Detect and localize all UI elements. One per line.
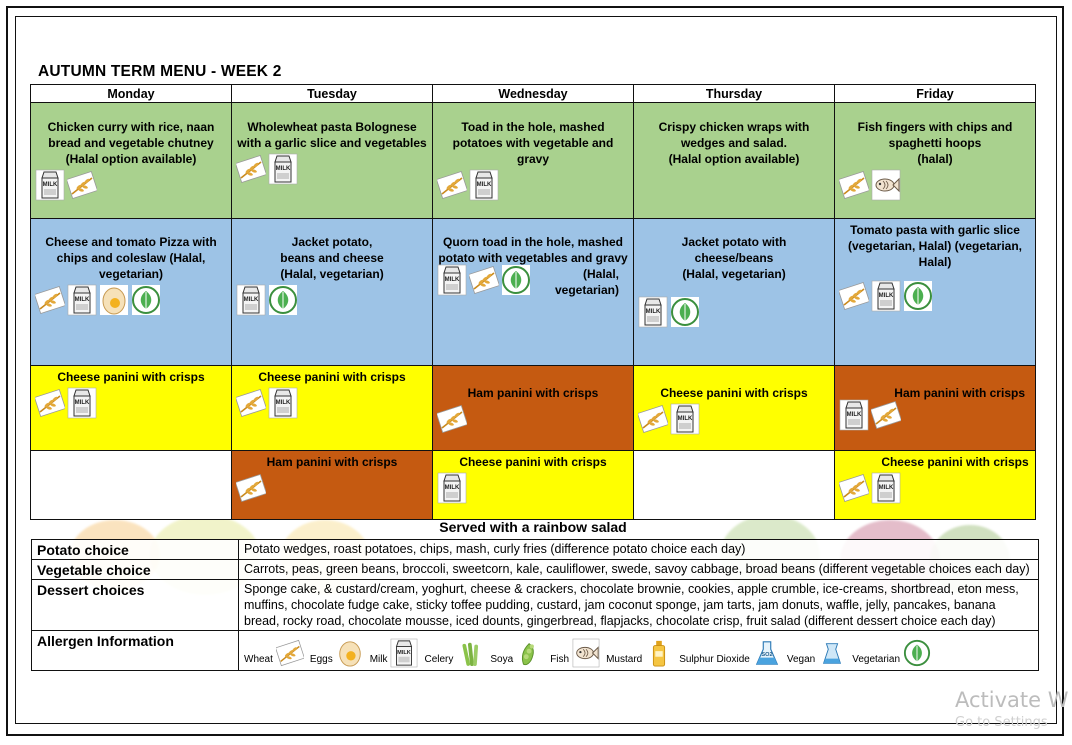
info-label: Potato choice: [32, 540, 239, 560]
activation-watermark-sub: Go to Settings: [955, 715, 1048, 730]
wheat-icon: [236, 472, 266, 504]
allergen-legend-item: [852, 638, 931, 668]
allergen-legend-item: [310, 638, 364, 668]
day-header-thursday: Thursday: [634, 85, 835, 103]
menu-cell: [232, 366, 433, 451]
milk-icon: [670, 403, 700, 435]
info-label: Vegetable choice: [32, 560, 239, 580]
vegetarian-icon: [501, 264, 531, 296]
wheat-icon: [469, 264, 499, 296]
allergen-icons: [236, 153, 428, 185]
allergen-legend-item: [550, 638, 600, 668]
milk-icon: [871, 280, 901, 312]
menu-cell: [634, 103, 835, 219]
allergen-icons: [839, 399, 1031, 431]
wheat-icon: [839, 280, 869, 312]
info-row-allergen: [32, 631, 1039, 671]
dish-text: Chicken curry with rice, naan bread and vegetable chutney (Halal option available): [47, 120, 215, 166]
allergen-legend-item: [606, 638, 673, 668]
allergen-legend-item: [244, 638, 304, 668]
vegetarian-icon: [670, 296, 700, 328]
allergen-legend-label: Mustard: [606, 654, 643, 665]
wheat-icon: [839, 169, 869, 201]
svg-text:MILK: MILK: [243, 297, 259, 303]
info-row-dessert: [32, 580, 1039, 631]
menu-cell: [835, 451, 1036, 520]
allergen-legend-label: Soya: [490, 654, 514, 665]
fish-icon: [871, 169, 901, 201]
wheat-icon: [839, 472, 869, 504]
milk-icon: [236, 284, 266, 316]
svg-text:MILK: MILK: [74, 400, 90, 406]
wheat-icon: [67, 169, 97, 201]
allergen-legend-label: Milk: [369, 654, 388, 665]
wheat-icon: [276, 638, 304, 668]
allergen-icons: [35, 169, 227, 201]
svg-text:MILK: MILK: [444, 485, 460, 491]
svg-text:MILK: MILK: [42, 182, 58, 188]
allergen-icons: [839, 280, 1031, 312]
allergen-legend-label: Fish: [550, 654, 570, 665]
milk-icon: [437, 472, 467, 504]
dish-text: Jacket potato, beans and cheese (Halal, vegetarian): [280, 235, 384, 281]
day-header-monday: Monday: [31, 85, 232, 103]
allergen-legend-label: Wheat: [244, 654, 273, 665]
dish-text-note: (Halal, vegetarian): [554, 267, 619, 297]
svg-text:MILK: MILK: [444, 277, 460, 283]
choices-table: [31, 539, 1039, 671]
svg-text:MILK: MILK: [677, 416, 693, 422]
dish-text: Cheese panini with crisps: [459, 455, 607, 469]
sulphur-icon: [753, 638, 781, 668]
soya-icon: [516, 638, 544, 668]
menu-cell-empty: [634, 451, 835, 520]
dish-text: Quorn toad in the hole, mashed potato with vegetables and gravy: [438, 235, 628, 265]
menu-cell: [634, 219, 835, 366]
milk-icon: [871, 472, 901, 504]
vegan-icon: [818, 638, 846, 668]
rainbow-salad-note: Served with a rainbow salad: [439, 519, 627, 535]
allergen-icons: [638, 403, 830, 435]
menu-cell: [634, 366, 835, 451]
allergen-icons: [35, 387, 227, 419]
milk-icon: [638, 296, 668, 328]
info-value: Potato wedges, roast potatoes, chips, mash, curly fries (difference potato choice each day): [239, 540, 1039, 560]
milk-icon: [437, 264, 467, 296]
dish-text: Cheese panini with crisps: [258, 370, 406, 384]
allergen-icons: [839, 472, 1031, 504]
dish-text: Wholewheat pasta Bolognese with a garlic slice and vegetables: [237, 120, 427, 150]
svg-text:MILK: MILK: [275, 166, 291, 172]
allergen-icons: [35, 284, 227, 316]
allergen-legend-item: [370, 638, 419, 668]
wheat-icon: [437, 403, 467, 435]
allergen-icons: [236, 387, 428, 419]
milk-icon: [390, 638, 418, 668]
wheat-icon: [437, 169, 467, 201]
svg-text:MILK: MILK: [878, 293, 894, 299]
menu-cell: [232, 219, 433, 366]
allergen-icons: [437, 169, 629, 201]
dish-text: Fish fingers with chips and spaghetti hoops (halal): [857, 120, 1013, 166]
menu-cell: [433, 219, 634, 366]
allergen-legend-item: [679, 638, 781, 668]
svg-text:MILK: MILK: [846, 412, 862, 418]
dish-text: Cheese panini with crisps: [57, 370, 205, 384]
allergen-icons: [638, 296, 830, 328]
menu-cell: [232, 103, 433, 219]
allergen-legend-label: Eggs: [309, 654, 333, 665]
menu-cell: [835, 103, 1036, 219]
svg-text:SO2: SO2: [761, 651, 773, 658]
milk-icon: [268, 387, 298, 419]
day-header-tuesday: Tuesday: [232, 85, 433, 103]
info-value: Sponge cake, & custard/cream, yoghurt, cheese & crackers, chocolate brownie, cookies, apple crumble, ice-creams, shortbread, eton mess, muffins, chocolate fudge cake, sticky toffee pudding, custard, jam coconut sponge, jam tarts, jam donuts, waffle, jelly, pancakes, banana bread, rocky road, chocolate mousse, iced dounts, gingerbread, flapjacks, chocolate crisp, fruit salad (different dessert choice each day): [239, 580, 1039, 631]
menu-cell-empty: [31, 451, 232, 520]
wheat-icon: [35, 284, 65, 316]
allergen-legend-list: [244, 632, 1033, 668]
allergen-icons: [437, 472, 629, 504]
dish-text: Ham panini with crisps: [266, 455, 398, 469]
allergen-icons: [839, 169, 1031, 201]
menu-cell: [433, 103, 634, 219]
svg-text:MILK: MILK: [275, 400, 291, 406]
info-label: Dessert choices: [32, 580, 239, 631]
allergen-legend-item: [490, 638, 544, 668]
egg-icon: [336, 638, 364, 668]
allergen-icons: [236, 284, 428, 316]
dish-text: Cheese panini with crisps: [660, 386, 808, 400]
vegetarian-icon: [131, 284, 161, 316]
menu-cell: [31, 103, 232, 219]
milk-icon: [67, 284, 97, 316]
menu-cell: [31, 219, 232, 366]
menu-cell: [835, 219, 1036, 366]
allergen-legend-label: Vegan: [786, 654, 816, 665]
dish-text: Tomato pasta with garlic slice (vegetarian, Halal) (vegetarian, Halal): [847, 223, 1023, 269]
wheat-icon: [638, 403, 668, 435]
menu-cell: [835, 366, 1036, 451]
dish-text: Toad in the hole, mashed potatoes with vegetable and gravy: [452, 120, 614, 166]
wheat-icon: [236, 387, 266, 419]
celery-icon: [456, 638, 484, 668]
mustard-icon: [645, 638, 673, 668]
wheat-icon: [871, 399, 901, 431]
dish-text: Jacket potato with cheese/beans (Halal, vegetarian): [681, 235, 787, 281]
svg-text:MILK: MILK: [476, 182, 492, 188]
day-header-wednesday: Wednesday: [433, 85, 634, 103]
dish-text: Crispy chicken wraps with wedges and salad. (Halal option available): [658, 120, 810, 166]
allergen-legend-item: [424, 638, 484, 668]
dish-text: Ham panini with crisps: [894, 386, 1025, 400]
allergen-legend-label: Sulphur Dioxide: [679, 654, 750, 665]
fish-icon: [572, 638, 600, 668]
weekly-menu-table: [30, 84, 1036, 520]
svg-text:MILK: MILK: [878, 485, 894, 491]
allergen-legend-label: Celery: [424, 654, 454, 665]
svg-text:MILK: MILK: [74, 297, 90, 303]
milk-icon: [839, 399, 869, 431]
milk-icon: [67, 387, 97, 419]
menu-cell: [31, 366, 232, 451]
day-header-friday: Friday: [835, 85, 1036, 103]
info-label: Allergen Information: [32, 631, 239, 671]
activation-watermark: Activate W: [955, 688, 1069, 712]
menu-row-vegetarian: [31, 219, 1036, 366]
menu-title: AUTUMN TERM MENU - WEEK 2: [38, 63, 282, 80]
menu-row-main: [31, 103, 1036, 219]
allergen-icons: [236, 472, 428, 504]
menu-cell: [433, 366, 634, 451]
wheat-icon: [236, 153, 266, 185]
vegetarian-icon: [903, 280, 933, 312]
menu-row-panini: [31, 366, 1036, 451]
egg-icon: [99, 284, 129, 316]
info-row-vegetable: [32, 560, 1039, 580]
dish-text: Cheese and tomato Pizza with chips and coleslaw (Halal, vegetarian): [45, 235, 217, 281]
allergen-legend: [239, 631, 1039, 671]
menu-row-extra: [31, 451, 1036, 520]
vegetarian-icon: [268, 284, 298, 316]
dish-text: Cheese panini with crisps: [881, 455, 1029, 469]
svg-text:MILK: MILK: [645, 309, 661, 315]
milk-icon: [469, 169, 499, 201]
day-header-row: [31, 85, 1036, 103]
info-value: Carrots, peas, green beans, broccoli, sweetcorn, kale, cauliflower, swede, savoy cabbage, broad beans (different vegetable choices each day): [239, 560, 1039, 580]
milk-icon: [268, 153, 298, 185]
allergen-legend-item: [787, 638, 846, 668]
dish-text: Ham panini with crisps: [467, 386, 599, 400]
wheat-icon: [35, 387, 65, 419]
info-row-potato: [32, 540, 1039, 560]
svg-text:MILK: MILK: [397, 649, 412, 656]
menu-cell: [232, 451, 433, 520]
menu-cell: [433, 451, 634, 520]
allergen-legend-label: Vegetarian: [852, 654, 901, 665]
vegetarian-icon: [903, 638, 931, 668]
milk-icon: [35, 169, 65, 201]
allergen-icons: [437, 403, 629, 435]
